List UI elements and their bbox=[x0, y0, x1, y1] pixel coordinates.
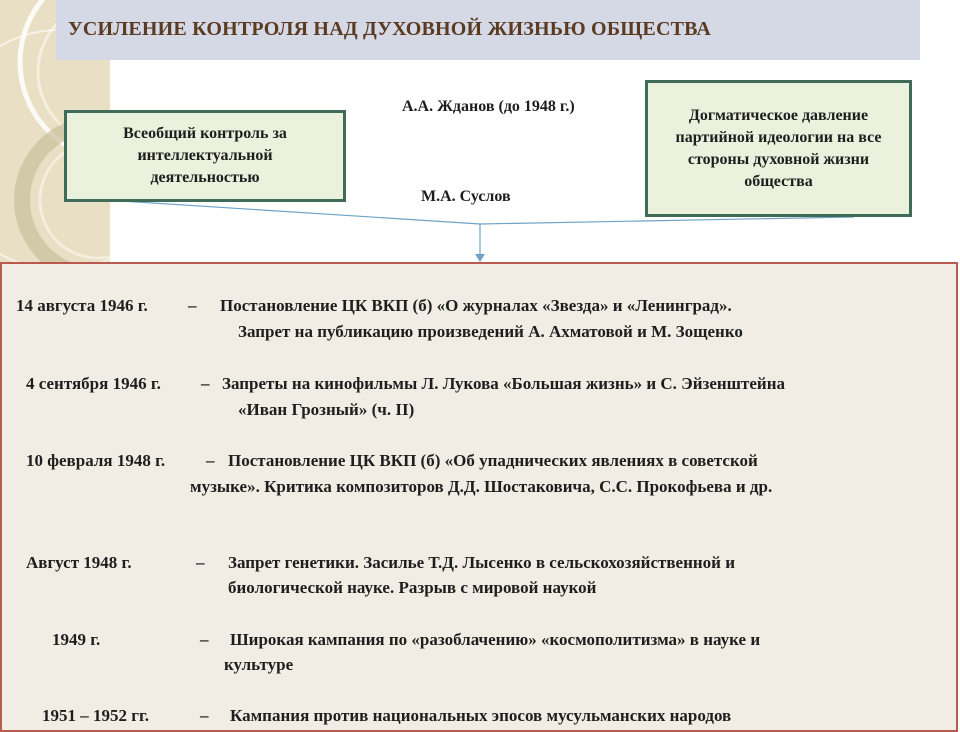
event-date: 10 февраля 1948 г. bbox=[26, 451, 166, 470]
event-text-line1: Широкая кампания по «разоблачению» «космополитизма» в науке и bbox=[230, 630, 761, 649]
box-ideology-pressure bbox=[645, 80, 912, 217]
event-date: 4 сентября 1946 г. bbox=[26, 374, 161, 393]
page-title: УСИЛЕНИЕ КОНТРОЛЯ НАД ДУХОВНОЙ ЖИЗНЬЮ ОБЩЕСТВА bbox=[68, 18, 712, 40]
box-intellectual-control bbox=[64, 110, 346, 202]
event-dash: – bbox=[196, 553, 205, 572]
events-panel bbox=[0, 262, 958, 732]
event-text-line1: Кампания против национальных эпосов мусульманских народов bbox=[230, 706, 732, 725]
event-text-line1: Постановление ЦК ВКП (б) «Об упаднических явлениях в советской bbox=[228, 451, 758, 470]
event-date: 1949 г. bbox=[52, 630, 101, 649]
event-date: 1951 – 1952 гг. bbox=[42, 706, 150, 725]
event-date: Август 1948 г. bbox=[26, 553, 132, 572]
event-dash: – bbox=[200, 706, 209, 725]
event-dash: – bbox=[201, 374, 210, 393]
event-text-line2: «Иван Грозный» (ч. II) bbox=[238, 400, 415, 419]
event-text-line2: Запрет на публикацию произведений А. Ахматовой и М. Зощенко bbox=[238, 322, 743, 341]
event-text-line1: Запрет генетики. Засилье Т.Д. Лысенко в сельскохозяйственной и bbox=[228, 553, 736, 572]
box-ideology-pressure-text: Догматическое давление партийной идеологии на все стороны духовной жизни общества bbox=[675, 106, 882, 190]
event-dash: – bbox=[206, 451, 215, 470]
event-text-line1: Постановление ЦК ВКП (б) «О журналах «Звезда» и «Ленинград». bbox=[220, 296, 732, 315]
event-date: 14 августа 1946 г. bbox=[16, 296, 148, 315]
event-text-line2: культуре bbox=[224, 655, 294, 674]
event-text-line2: музыке». Критика композиторов Д.Д. Шостаковича, С.С. Прокофьева и др. bbox=[190, 477, 773, 496]
person-suslov: М.А. Суслов bbox=[421, 188, 511, 205]
arrow-down-icon bbox=[475, 254, 485, 262]
event-text-line1: Запреты на кинофильмы Л. Лукова «Большая жизнь» и С. Эйзенштейна bbox=[222, 374, 786, 393]
event-dash: – bbox=[188, 296, 197, 315]
event-text-line2: биологической науке. Разрыв с мировой наукой bbox=[228, 578, 597, 597]
event-dash: – bbox=[200, 630, 209, 649]
person-zhdanov: А.А. Жданов (до 1948 г.) bbox=[402, 98, 575, 115]
box-intellectual-control-text: Всеобщий контроль за интеллектуальной деятельностью bbox=[123, 125, 287, 186]
